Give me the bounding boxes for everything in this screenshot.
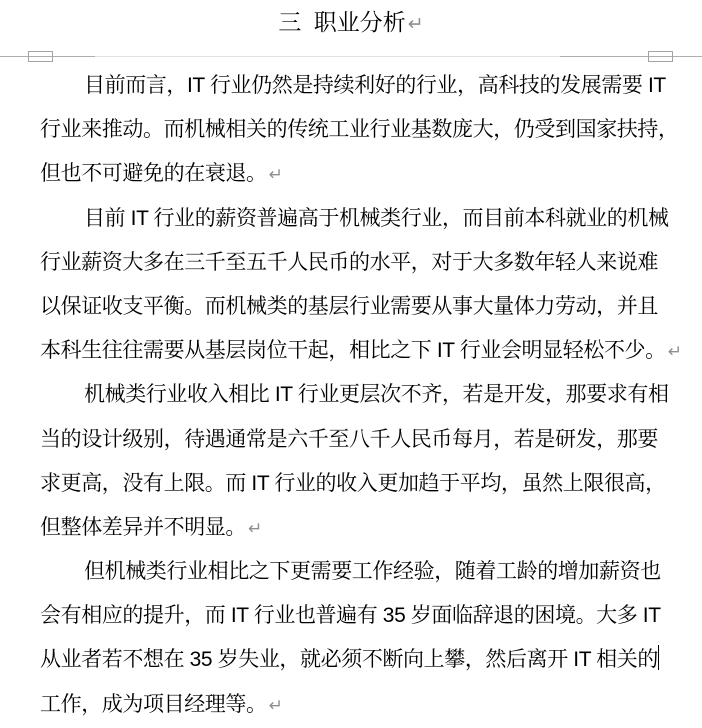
text-run: 行业薪资大多在三千至五千人民币的水平，对于大多数年轻人来说难 bbox=[40, 250, 658, 274]
text-run: 从业者若不想在 35 岁失业，就必须不断向上攀，然后离开 IT 相关的 bbox=[40, 648, 658, 672]
text-line[interactable] bbox=[40, 64, 666, 108]
paragraph-mark-icon: ↵ bbox=[268, 695, 283, 715]
margin-crop-mark-left bbox=[28, 51, 53, 62]
text-line[interactable] bbox=[40, 638, 662, 682]
margin-crop-mark-right bbox=[648, 51, 673, 62]
text-run: 目前而言，IT 行业仍然是持续利好的行业，高科技的发展需要 IT bbox=[84, 74, 666, 97]
text-line[interactable] bbox=[40, 418, 662, 462]
text-line[interactable] bbox=[40, 462, 666, 506]
text-line[interactable] bbox=[40, 285, 662, 329]
document-title-line[interactable] bbox=[0, 6, 702, 41]
text-line[interactable] bbox=[40, 152, 662, 196]
paragraph-mark-icon: ↵ bbox=[407, 14, 424, 35]
paragraph-mark-icon: ↵ bbox=[268, 165, 283, 185]
text-run: 但机械类行业相比之下更需要工作经验，随着工龄的增加薪资也 bbox=[84, 560, 661, 584]
text-line[interactable] bbox=[40, 594, 662, 638]
text-line[interactable] bbox=[40, 506, 662, 550]
margin-rule-right bbox=[560, 56, 702, 57]
text-line[interactable] bbox=[40, 550, 662, 594]
text-run: 机械类行业收入相比 IT 行业更层次不齐，若是开发，那要求有相 bbox=[84, 383, 669, 407]
text-line[interactable] bbox=[40, 683, 662, 727]
text-run: 求更高，没有上限。而 IT 行业的收入更加趋于平均，虽然上限很高， bbox=[40, 471, 666, 495]
paragraph-mark-icon: ↵ bbox=[667, 342, 682, 362]
margin-rule-middle bbox=[95, 56, 560, 57]
text-run: 但也不可避免的在衰退。 bbox=[40, 162, 267, 186]
text-run: 但整体差异并不明显。 bbox=[40, 515, 246, 539]
text-run: 本科生往往需要从基层岗位干起，相比之下 IT 行业会明显轻松不少。 bbox=[40, 339, 666, 363]
paragraph-mark-icon: ↵ bbox=[248, 518, 263, 538]
text-line[interactable] bbox=[40, 373, 669, 417]
text-run: 当的设计级别，待遇通常是六千至八千人民币每月，若是研发，那要 bbox=[40, 427, 658, 451]
text-line[interactable] bbox=[40, 197, 669, 241]
document-title: 三 职业分析 bbox=[278, 9, 406, 35]
text-line[interactable] bbox=[40, 329, 682, 373]
text-line[interactable] bbox=[40, 108, 679, 152]
text-line[interactable] bbox=[40, 241, 662, 285]
text-run: 工作，成为项目经理等。 bbox=[40, 692, 267, 716]
text-run: 行业来推动。而机械相关的传统工业行业基数庞大，仍受到国家扶持， bbox=[40, 118, 679, 142]
text-run: 目前 IT 行业的薪资普遍高于机械类行业，而目前本科就业的机械 bbox=[84, 206, 669, 230]
text-run: 会有相应的提升，而 IT 行业也普遍有 35 岁面临辞退的困境。大多 IT bbox=[40, 604, 661, 628]
text-cursor bbox=[658, 645, 660, 670]
text-area[interactable] bbox=[40, 64, 682, 727]
text-run: 以保证收支平衡。而机械类的基层行业需要从事大量体力劳动，并且 bbox=[40, 294, 658, 318]
